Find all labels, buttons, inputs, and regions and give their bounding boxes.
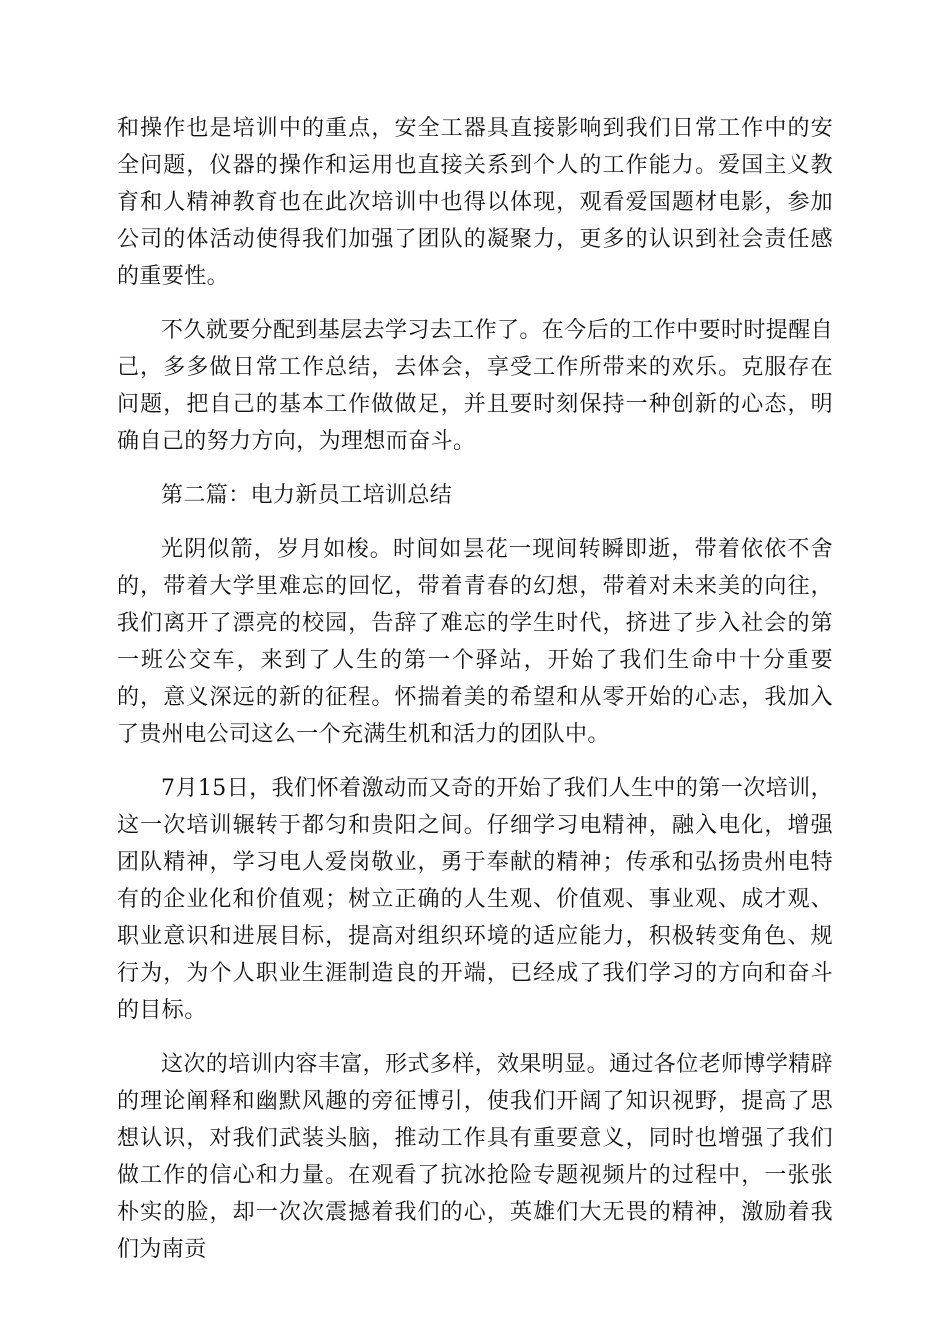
- paragraph-future-work: 不久就要分配到基层去学习去工作了。在今后的工作中要时时提醒自己，多多做日常工作总结，去体会，享受工作所带来的欢乐。克服存在问题，把自己的基本工作做做足，并且要时刻保持一种创新的心态，明确自己的努力方向，为理想而奋斗。: [117, 318, 834, 454]
- document-body: [117, 110, 833, 1285]
- paragraph-training-start: 7月15日，我们怀着激动而又奇的开始了我们人生中的第一次培训，这一次培训辗转于都匀和贵阳之间。仔细学习电精神，融入电化，增强团队精神，学习电人爱岗敬业，勇于奉献的精神；传承和弘扬贵州电特有的企业化和价值观；树立正确的人生观、价值观、事业观、成才观、职业意识和进展目标，提高对组织环境的适应能力，积极转变角色、规行为，为个人职业生涯制造良的开端，已经成了我们学习的方向和奋斗的目标。: [117, 776, 833, 1023]
- section-heading: 第二篇：电力新员工培训总结: [161, 483, 453, 508]
- paragraph-continuation: 和操作也是培训中的重点，安全工器具直接影响到我们日常工作中的安全问题，仪器的操作和运用也直接关系到个人的工作能力。爱国主义教育和人精神教育也在此次培训中也得以体现，观看爱国题材电影，参加公司的体活动使得我们加强了团队的凝聚力，更多的认识到社会责任感的重要性。: [117, 116, 833, 289]
- paragraph-intro: 光阴似箭，岁月如梭。时间如昙花一现间转瞬即逝，带着依依不舍的，带着大学里难忘的回忆，带着青春的幻想，带着对未来美的向往，我们离开了漂亮的校园，告辞了难忘的学生时代，挤进了步入社会的第一班公交车，来到了人生的第一个驿站，开始了我们生命中十分重要的，意义深远的新的征程。怀揣着美的希望和从零开始的心志，我加入了贵州电公司这么一个充满生机和活力的团队中。: [117, 537, 833, 747]
- paragraph-training-content: 这次的培训内容丰富，形式多样，效果明显。通过各位老师博学精辟的理论阐释和幽默风趣的旁征博引，使我们开阔了知识视野，提高了思想认识，对我们武装头脑，推动工作具有重要意义，同时也增强了我们做工作的信心和力量。在观看了抗冰抢险专题视频片的过程中，一张张朴实的脸，却一次次震撼着我们的心，英雄们大无畏的精神，激励着我们为南贡: [117, 1052, 834, 1262]
